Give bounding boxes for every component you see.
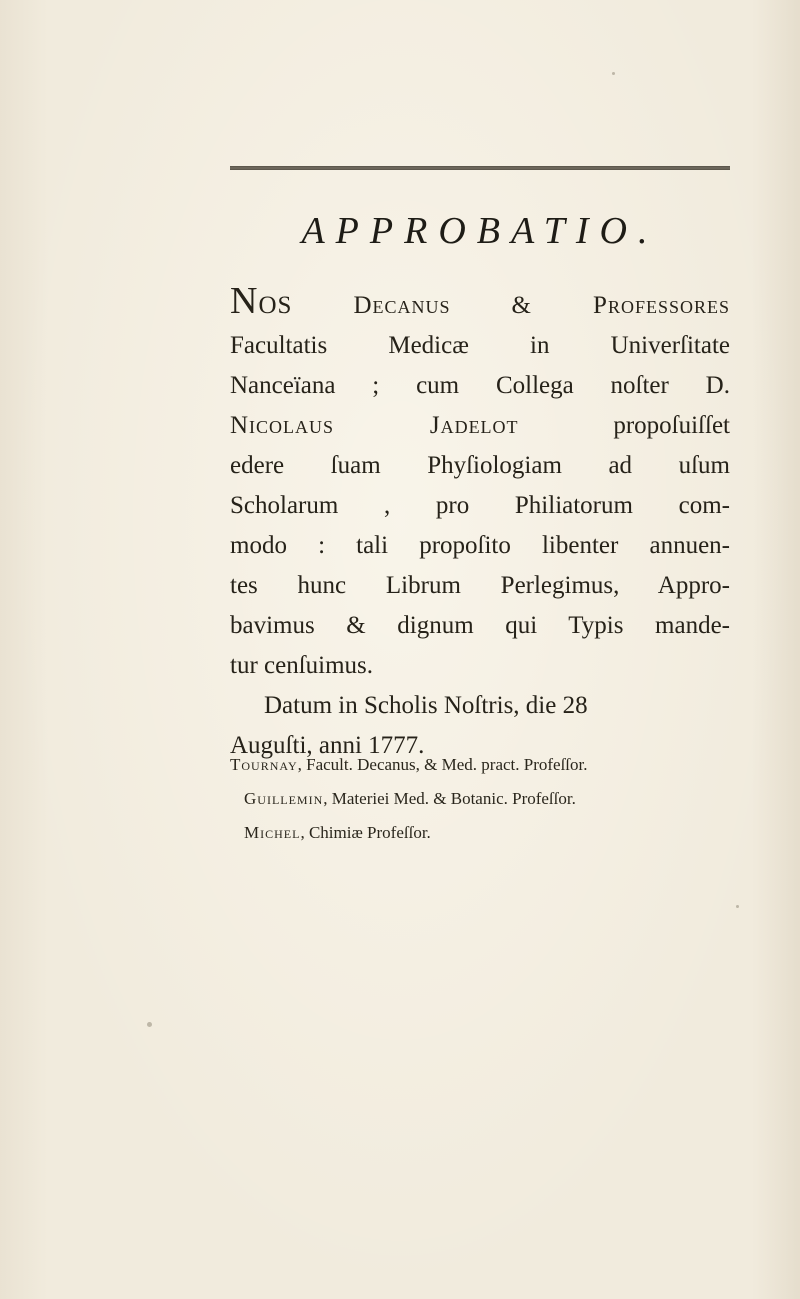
top-rule [230, 166, 730, 170]
approbation-text [230, 282, 730, 766]
text-line-1 [230, 282, 730, 326]
signatures [230, 748, 740, 850]
paper-speck [612, 72, 615, 75]
signature-line [230, 782, 740, 816]
paper-speck [736, 905, 739, 908]
text-line-6: Scholarum , pro Philiatorum com- [230, 492, 730, 519]
signatory-name: Guillemin [244, 789, 324, 808]
author-name: Nicolaus Jadelot [230, 412, 519, 439]
signatory-name: Tournay [230, 755, 298, 774]
signatory-name: Michel [244, 823, 301, 842]
opening-words: OS Decanus & Professores [258, 292, 730, 319]
text-line-3: Nanceïana ; cum Collega noſter D. [230, 372, 730, 399]
heading: APPROBATIO. [301, 210, 659, 252]
text-line-7: modo : tali propoſito libenter annuen- [230, 532, 730, 559]
paper-speck [147, 1022, 152, 1027]
text-line-10: tur cenſuimus. [230, 652, 374, 679]
text-line-5: edere ſuam Phyſiologiam ad uſum [230, 452, 730, 479]
text-line-8: tes hunc Librum Perlegimus, Appro- [230, 572, 730, 599]
text-line-4 [230, 406, 730, 446]
signature-line [230, 748, 740, 782]
text-line-4-rest: propoſuiſſet [518, 412, 730, 439]
signatory-title: , Facult. Decanus, & Med. pract. Profeſſor. [297, 755, 588, 774]
dateline-2: Auguſti, anni 1777. [230, 732, 425, 759]
drop-initial: N [230, 280, 259, 322]
dateline-1: Datum in Scholis Noſtris, die 28 [264, 692, 588, 719]
signatory-title: , Chimiæ Profeſſor. [300, 823, 431, 842]
text-line-2: Facultatis Medicæ in Univerſitate [230, 332, 730, 359]
signature-line [230, 816, 740, 850]
signatory-title: , Materiei Med. & Botanic. Profeſſor. [323, 789, 576, 808]
text-line-9: bavimus & dignum qui Typis mande- [230, 612, 730, 639]
